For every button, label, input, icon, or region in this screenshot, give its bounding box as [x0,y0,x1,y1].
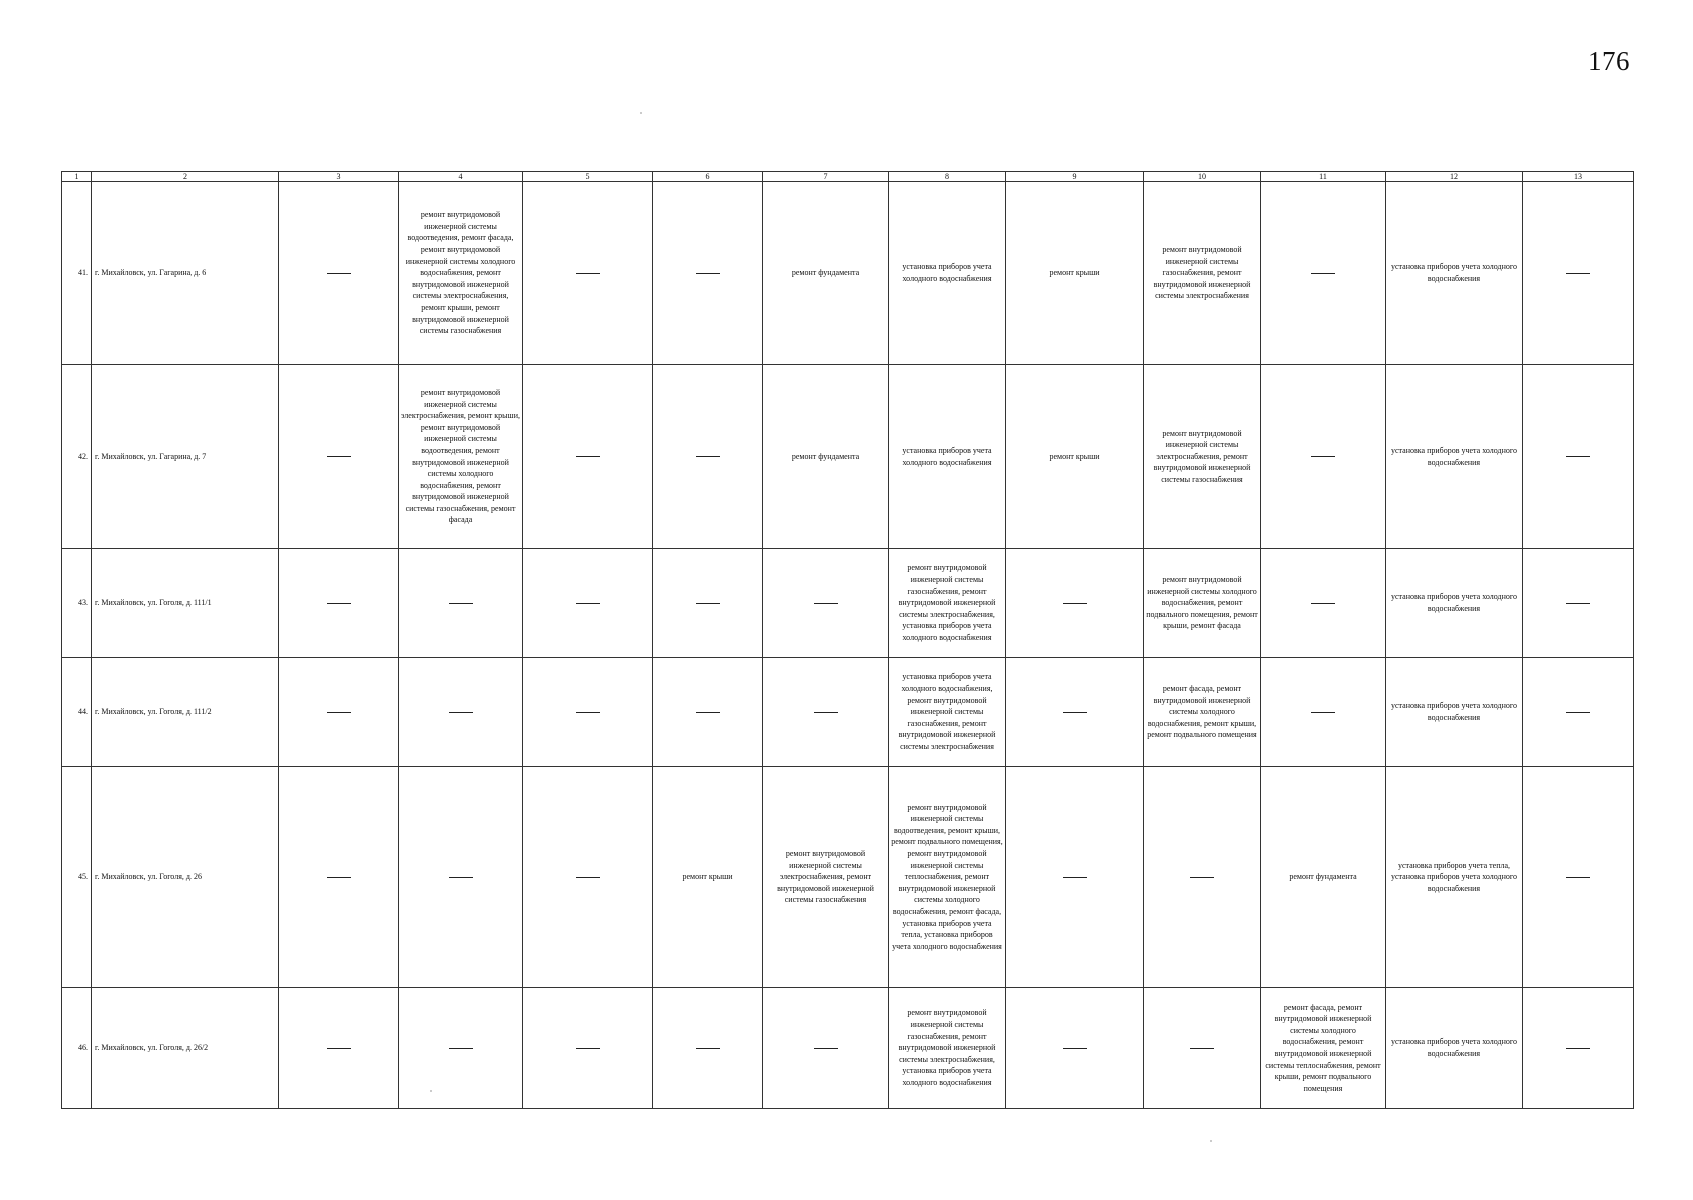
empty-dash-cell [1523,182,1634,365]
dash-mark [1566,712,1590,713]
row-number: 42. [62,365,92,549]
empty-dash-cell [523,767,653,988]
dash-mark [814,603,838,604]
dash-mark [449,877,473,878]
empty-dash-cell [1144,988,1261,1109]
empty-dash-cell [653,988,763,1109]
work-type-cell: ремонт фундамента [1261,767,1386,988]
column-number: 12 [1386,172,1523,182]
work-type-cell: установка приборов учета холодного водоснабжения [1386,365,1523,549]
dash-mark [1063,1048,1087,1049]
dash-mark [576,456,600,457]
dash-mark [576,712,600,713]
column-number: 11 [1261,172,1386,182]
dash-mark [1311,273,1335,274]
work-type-cell: ремонт внутридомовой инженерной системы газоснабжения, ремонт внутридомовой инженерной системы электроснабжения, установка приборов учета холодного водоснабжения [889,549,1006,658]
empty-dash-cell [279,988,399,1109]
empty-dash-cell [399,767,523,988]
dash-mark [1566,273,1590,274]
column-number: 1 [62,172,92,182]
work-type-cell: установка приборов учета холодного водоснабжения [1386,549,1523,658]
empty-dash-cell [763,658,889,767]
dash-mark [1063,877,1087,878]
column-number: 6 [653,172,763,182]
dash-mark [449,712,473,713]
dash-mark [1566,456,1590,457]
empty-dash-cell [1261,549,1386,658]
table-body [62,172,1634,1109]
table-row [62,767,1634,988]
dash-mark [1311,603,1335,604]
dash-mark [327,273,351,274]
empty-dash-cell [1261,182,1386,365]
dash-mark [327,712,351,713]
work-type-cell: ремонт фундамента [763,182,889,365]
address-cell: г. Михайловск, ул. Гагарина, д. 7 [92,365,279,549]
work-type-cell: установка приборов учета холодного водоснабжения [1386,658,1523,767]
dash-mark [327,877,351,878]
row-number: 44. [62,658,92,767]
dash-mark [814,712,838,713]
dash-mark [1063,603,1087,604]
dash-mark [1311,456,1335,457]
row-number: 41. [62,182,92,365]
empty-dash-cell [763,549,889,658]
work-type-cell: ремонт внутридомовой инженерной системы электроснабжения, ремонт внутридомовой инженерной системы газоснабжения [1144,365,1261,549]
dash-mark [576,1048,600,1049]
address-cell: г. Михайловск, ул. Гоголя, д. 26 [92,767,279,988]
empty-dash-cell [653,658,763,767]
dash-mark [576,273,600,274]
dash-mark [696,603,720,604]
work-type-cell: установка приборов учета холодного водоснабжения [889,365,1006,549]
empty-dash-cell [399,658,523,767]
table-row [62,182,1634,365]
empty-dash-cell [523,182,653,365]
column-number: 4 [399,172,523,182]
empty-dash-cell [279,549,399,658]
work-type-cell: ремонт крыши [1006,182,1144,365]
work-type-cell: установка приборов учета холодного водоснабжения [1386,988,1523,1109]
dash-mark [1190,1048,1214,1049]
column-number: 2 [92,172,279,182]
dash-mark [696,273,720,274]
table-row [62,365,1634,549]
work-type-cell: ремонт внутридомовой инженерной системы водоотведения, ремонт крыши, ремонт подвального помещения, ремонт внутридомовой инженерной системы теплоснабжения, ремонт внутридомовой инженерной системы холодного водоснабжения, ремонт фасада, установка приборов учета тепла, установка приборов учета холодного водоснабжения [889,767,1006,988]
scan-speck [640,112,642,114]
empty-dash-cell [1523,658,1634,767]
dash-mark [1566,603,1590,604]
dash-mark [449,1048,473,1049]
empty-dash-cell [1523,988,1634,1109]
row-number: 46. [62,988,92,1109]
empty-dash-cell [523,988,653,1109]
column-number: 5 [523,172,653,182]
empty-dash-cell [1006,658,1144,767]
column-number: 9 [1006,172,1144,182]
empty-dash-cell [763,988,889,1109]
empty-dash-cell [1523,365,1634,549]
dash-mark [1063,712,1087,713]
column-number: 8 [889,172,1006,182]
dash-mark [696,456,720,457]
row-number: 43. [62,549,92,658]
work-type-cell: установка приборов учета холодного водоснабжения [1386,182,1523,365]
work-type-cell: ремонт фасада, ремонт внутридомовой инженерной системы холодного водоснабжения, ремонт внутридомовой инженерной системы теплоснабжения, ремонт крыши, ремонт подвального помещения [1261,988,1386,1109]
empty-dash-cell [1144,767,1261,988]
dash-mark [576,877,600,878]
dash-mark [696,1048,720,1049]
empty-dash-cell [1261,658,1386,767]
scan-speck [1210,1140,1212,1142]
empty-dash-cell [653,365,763,549]
work-type-cell: ремонт внутридомовой инженерной системы газоснабжения, ремонт внутридомовой инженерной системы электроснабжения, установка приборов учета холодного водоснабжения [889,988,1006,1109]
work-type-cell: ремонт фундамента [763,365,889,549]
page-number: 176 [1588,46,1630,76]
address-cell: г. Михайловск, ул. Гоголя, д. 26/2 [92,988,279,1109]
address-cell: г. Михайловск, ул. Гоголя, д. 111/2 [92,658,279,767]
empty-dash-cell [279,767,399,988]
dash-mark [1566,877,1590,878]
dash-mark [327,603,351,604]
column-number: 7 [763,172,889,182]
table-row [62,658,1634,767]
empty-dash-cell [1523,767,1634,988]
address-cell: г. Михайловск, ул. Гагарина, д. 6 [92,182,279,365]
empty-dash-cell [1261,365,1386,549]
scan-speck [430,1090,432,1092]
empty-dash-cell [399,549,523,658]
dash-mark [1566,1048,1590,1049]
empty-dash-cell [523,658,653,767]
dash-mark [449,603,473,604]
dash-mark [327,456,351,457]
empty-dash-cell [399,988,523,1109]
work-type-cell: ремонт крыши [1006,365,1144,549]
work-type-cell: ремонт внутридомовой инженерной системы газоснабжения, ремонт внутридомовой инженерной системы электроснабжения [1144,182,1261,365]
empty-dash-cell [653,182,763,365]
table-row [62,988,1634,1109]
work-type-cell: ремонт внутридомовой инженерной системы электроснабжения, ремонт внутридомовой инженерной системы газоснабжения [763,767,889,988]
work-type-cell: ремонт внутридомовой инженерной системы электроснабжения, ремонт крыши, ремонт внутридомовой инженерной системы водоотведения, ремонт внутридомовой инженерной системы холодного водоснабжения, ремонт внутридомовой инженерной системы газоснабжения, ремонт фасада [399,365,523,549]
empty-dash-cell [1006,549,1144,658]
work-type-cell: установка приборов учета холодного водоснабжения, ремонт внутридомовой инженерной системы газоснабжения, ремонт внутридомовой инженерной системы электроснабжения [889,658,1006,767]
work-type-cell: ремонт фасада, ремонт внутридомовой инженерной системы холодного водоснабжения, ремонт крыши, ремонт подвального помещения [1144,658,1261,767]
empty-dash-cell [653,549,763,658]
empty-dash-cell [1523,549,1634,658]
empty-dash-cell [523,549,653,658]
dash-mark [576,603,600,604]
column-number: 13 [1523,172,1634,182]
column-index-row [62,172,1634,182]
work-type-cell: установка приборов учета холодного водоснабжения [889,182,1006,365]
work-type-cell: ремонт внутридомовой инженерной системы холодного водоснабжения, ремонт подвального помещения, ремонт крыши, ремонт фасада [1144,549,1261,658]
dash-mark [1311,712,1335,713]
table-row [62,549,1634,658]
dash-mark [1190,877,1214,878]
work-type-cell: установка приборов учета тепла, установка приборов учета холодного водоснабжения [1386,767,1523,988]
column-number: 3 [279,172,399,182]
empty-dash-cell [279,658,399,767]
work-type-cell: ремонт внутридомовой инженерной системы водоотведения, ремонт фасада, ремонт внутридомовой инженерной системы холодного водоснабжения, ремонт внутридомовой инженерной системы электроснабжения, ремонт крыши, ремонт внутридомовой инженерной системы газоснабжения [399,182,523,365]
empty-dash-cell [523,365,653,549]
empty-dash-cell [279,365,399,549]
dash-mark [696,712,720,713]
work-type-cell: ремонт крыши [653,767,763,988]
repair-schedule-table [61,171,1634,1109]
row-number: 45. [62,767,92,988]
empty-dash-cell [1006,767,1144,988]
empty-dash-cell [1006,988,1144,1109]
column-number: 10 [1144,172,1261,182]
dash-mark [327,1048,351,1049]
address-cell: г. Михайловск, ул. Гоголя, д. 111/1 [92,549,279,658]
dash-mark [814,1048,838,1049]
empty-dash-cell [279,182,399,365]
